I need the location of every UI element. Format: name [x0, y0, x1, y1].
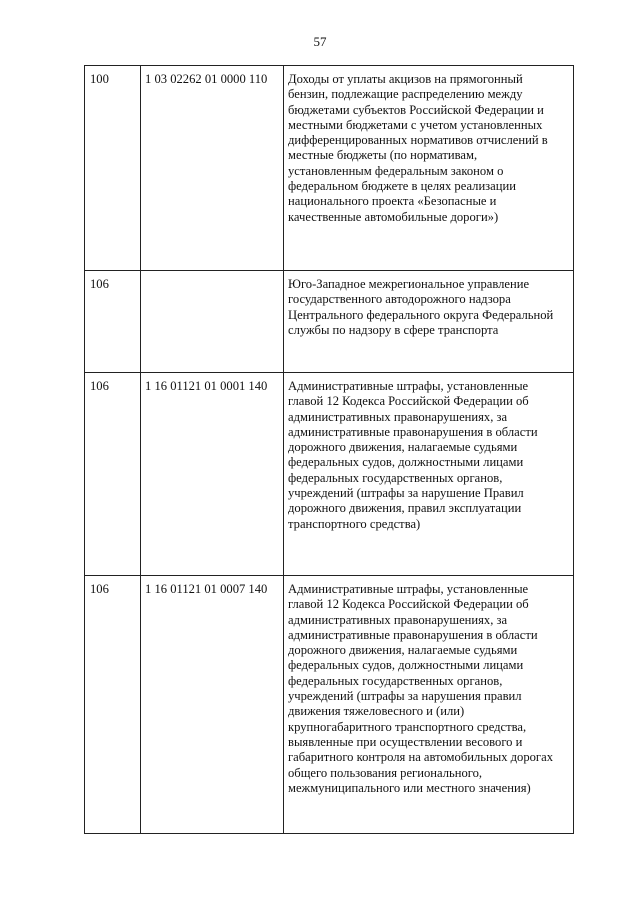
- admin-code-cell: 106: [85, 576, 141, 834]
- description-line: дорожного движения, налагаемые судьями: [288, 643, 518, 658]
- description-line: общего пользования регионального,: [288, 765, 483, 780]
- description-line: главой 12 Кодекса Российской Федерации об: [288, 597, 529, 612]
- description-line: федеральных государственных органов,: [288, 673, 503, 688]
- description-line: выявленные при осуществлении весового и: [288, 734, 523, 749]
- table-row: [85, 271, 574, 373]
- description-line: дорожного движения, правил эксплуатации: [288, 501, 522, 516]
- page-number: 57: [313, 34, 327, 49]
- description-line: межмуниципального или местного значения): [288, 780, 531, 795]
- description-line: федеральном бюджете в целях реализации: [288, 179, 516, 194]
- description-line: качественные автомобильные дороги»): [288, 209, 499, 224]
- description-line: Юго-Западное межрегиональное управление: [288, 277, 530, 291]
- table-row: [85, 66, 574, 271]
- description-line: транспортного средства): [288, 516, 421, 531]
- description-line: Доходы от уплаты акцизов на прямогонный: [288, 72, 523, 86]
- description-line: главой 12 Кодекса Российской Федерации об: [288, 394, 529, 409]
- description-line: федеральных государственных органов,: [288, 470, 503, 485]
- admin-code-cell: 106: [85, 373, 141, 576]
- kbk-code-cell: 1 16 01121 01 0001 140: [141, 373, 284, 576]
- description-line: федеральных судов, должностными лицами: [288, 658, 524, 673]
- description-line: Административные штрафы, установленные: [288, 379, 529, 393]
- revenue-codes-table: [84, 65, 574, 834]
- description-line: административные правонарушения в области: [288, 424, 538, 439]
- description-line: административные правонарушения в области: [288, 627, 538, 642]
- kbk-code-cell: 1 03 02262 01 0000 110: [141, 66, 284, 271]
- description-line: крупногабаритного транспортного средства,: [288, 719, 527, 734]
- description-cell: [284, 271, 574, 373]
- description-line: местные бюджеты (по нормативам,: [288, 148, 478, 163]
- admin-code-cell: 106: [85, 271, 141, 373]
- description-cell: [284, 576, 574, 834]
- description-line: национального проекта «Безопасные и: [288, 194, 497, 209]
- description-line: бензин, подлежащие распределению между: [288, 87, 523, 102]
- description-line: учреждений (штрафы за нарушение Правил: [288, 486, 524, 501]
- kbk-code-cell: 1 16 01121 01 0007 140: [141, 576, 284, 834]
- description-line: Административные штрафы, установленные: [288, 582, 529, 596]
- description-line: местными бюджетами с учетом установленных: [288, 117, 543, 132]
- description-cell: [284, 66, 574, 271]
- description-line: дорожного движения, налагаемые судьями: [288, 440, 518, 455]
- description-line: административных правонарушениях, за: [288, 612, 508, 627]
- description-line: дифференцированных нормативов отчислений в: [288, 133, 548, 148]
- description-line: бюджетами субъектов Российской Федерации и: [288, 102, 544, 117]
- description-cell: [284, 373, 574, 576]
- description-line: габаритного контроля на автомобильных дорогах: [288, 750, 553, 765]
- description-line: государственного автодорожного надзора: [288, 292, 511, 307]
- description-line: установленным федеральным законом о: [288, 163, 504, 178]
- description-line: административных правонарушениях, за: [288, 409, 508, 424]
- description-line: Центрального федерального округа Федеральной: [288, 307, 554, 322]
- description-line: движения тяжеловесного и (или): [288, 704, 465, 719]
- description-line: учреждений (штрафы за нарушения правил: [288, 689, 522, 704]
- description-line: службы по надзору в сфере транспорта: [288, 322, 499, 337]
- admin-code-cell: 100: [85, 66, 141, 271]
- table-row: [85, 576, 574, 834]
- kbk-code-cell: [141, 271, 284, 373]
- table-row: [85, 373, 574, 576]
- description-line: федеральных судов, должностными лицами: [288, 455, 524, 470]
